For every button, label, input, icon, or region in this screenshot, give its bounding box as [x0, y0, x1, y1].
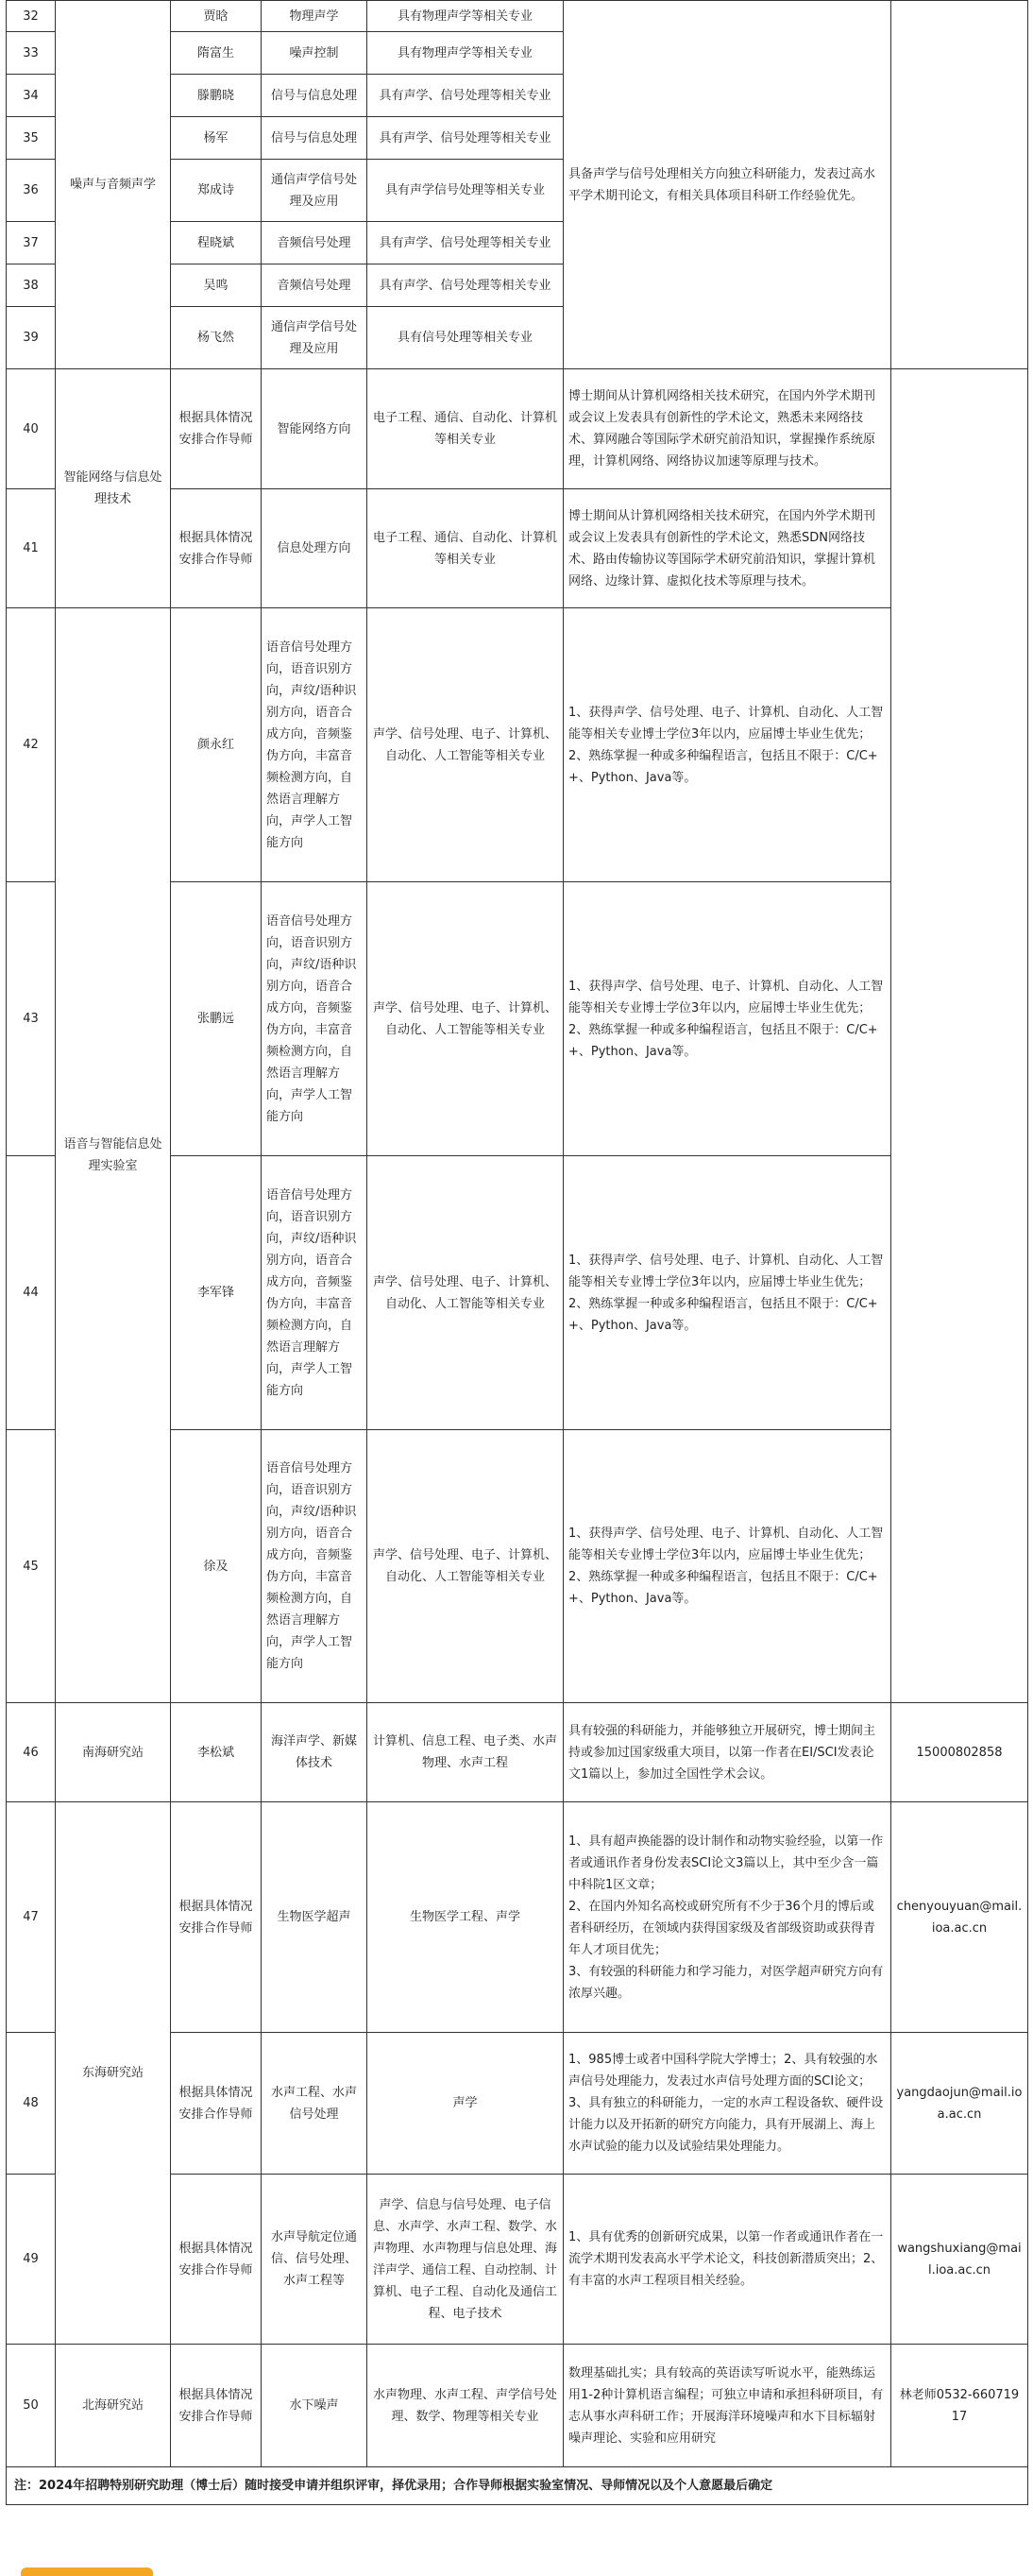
contact-cell: 15000802858	[891, 1703, 1028, 1802]
direction-cell: 信号与信息处理	[262, 75, 367, 117]
row-number: 41	[7, 489, 56, 608]
contact-cell: yangdaojun@mail.ioa.ac.cn	[891, 2033, 1028, 2175]
direction-cell: 信号与信息处理	[262, 117, 367, 160]
requirement-cell: 1、获得声学、信号处理、电子、计算机、自动化、人工智能等相关专业博士学位3年以内，应届博士毕业生优先；2、熟练掌握一种或多种编程语言，包括且不限于：C/C++、Python、Java等。	[564, 882, 891, 1156]
tutor-cell: 隋富生	[171, 32, 262, 75]
contact-cell	[891, 369, 1028, 1703]
direction-cell: 语音信号处理方向，语音识别方向，声纹/语种识别方向，语音合成方向，音频鉴伪方向，丰富音频检测方向，自然语言理解方向，声学人工智能方向	[262, 608, 367, 882]
tutor-cell: 根据具体情况安排合作导师	[171, 2175, 262, 2345]
row-number: 37	[7, 222, 56, 264]
table-row	[7, 1703, 1028, 1802]
direction-cell: 水下噪声	[262, 2345, 367, 2467]
row-number: 36	[7, 160, 56, 222]
direction-cell: 海洋声学、新媒体技术	[262, 1703, 367, 1802]
major-cell: 电子工程、通信、自动化、计算机等相关专业	[367, 489, 564, 608]
major-cell: 具有信号处理等相关专业	[367, 307, 564, 369]
direction-cell: 生物医学超声	[262, 1802, 367, 2033]
group-cell: 智能网络与信息处理技术	[56, 369, 171, 608]
group-cell: 噪声与音频声学	[56, 1, 171, 369]
contact-cell: chenyouyuan@mail.ioa.ac.cn	[891, 1802, 1028, 2033]
tutor-cell: 杨军	[171, 117, 262, 160]
direction-cell: 水声工程、水声信号处理	[262, 2033, 367, 2175]
group-cell: 南海研究站	[56, 1703, 171, 1802]
row-number: 48	[7, 2033, 56, 2175]
tutor-cell: 郑成诗	[171, 160, 262, 222]
major-cell: 声学、信号处理、电子、计算机、自动化、人工智能等相关专业	[367, 608, 564, 882]
row-number: 33	[7, 32, 56, 75]
contact-cell: 林老师0532-66071917	[891, 2345, 1028, 2467]
requirement-cell: 1、具有超声换能器的设计制作和动物实验经验，以第一作者或通讯作者身份发表SCI论文3篇以上，其中至少含一篇中科院1区文章； 2、在国内外知名高校或研究所有不少于36个月的博后或者科研经历，在领域内获得国家级及省部级资助或获得青年人才项目优先； 3、有较强的科研能力和学习能力，对医学超声研究方向有浓厚兴趣。	[564, 1802, 891, 2033]
major-cell: 具有声学、信号处理等相关专业	[367, 75, 564, 117]
row-number: 38	[7, 264, 56, 307]
row-number: 40	[7, 369, 56, 489]
major-cell: 水声物理、水声工程、声学信号处理、数学、物理等相关专业	[367, 2345, 564, 2467]
direction-cell: 噪声控制	[262, 32, 367, 75]
major-cell: 声学、信号处理、电子、计算机、自动化、人工智能等相关专业	[367, 1430, 564, 1703]
tutor-cell: 根据具体情况安排合作导师	[171, 369, 262, 489]
page-bottom	[0, 2565, 1033, 2576]
tutor-cell: 李松斌	[171, 1703, 262, 1802]
row-number: 46	[7, 1703, 56, 1802]
row-number: 43	[7, 882, 56, 1156]
tutor-cell: 根据具体情况安排合作导师	[171, 489, 262, 608]
tutor-cell: 吴鸣	[171, 264, 262, 307]
major-cell: 生物医学工程、声学	[367, 1802, 564, 2033]
requirement-cell: 博士期间从计算机网络相关技术研究，在国内外学术期刊或会议上发表具有创新性的学术论文，熟悉未来网络技术、算网融合等国际学术研究前沿知识，掌握操作系统原理，计算机网络、网络协议加速等原理与技术。	[564, 369, 891, 489]
row-number: 35	[7, 117, 56, 160]
contact-cell: wangshuxiang@mail.ioa.ac.cn	[891, 2175, 1028, 2345]
direction-cell: 语音信号处理方向，语音识别方向，声纹/语种识别方向，语音合成方向，音频鉴伪方向，丰富音频检测方向，自然语言理解方向，声学人工智能方向	[262, 882, 367, 1156]
row-number: 49	[7, 2175, 56, 2345]
major-cell: 电子工程、通信、自动化、计算机等相关专业	[367, 369, 564, 489]
table-row	[7, 608, 1028, 882]
major-cell: 计算机、信息工程、电子类、水声物理、水声工程	[367, 1703, 564, 1802]
major-cell: 声学、信号处理、电子、计算机、自动化、人工智能等相关专业	[367, 882, 564, 1156]
major-cell: 具有声学、信号处理等相关专业	[367, 264, 564, 307]
requirement-cell: 博士期间从计算机网络相关技术研究，在国内外学术期刊或会议上发表具有创新性的学术论文，熟悉SDN网络技术、路由传输协议等国际学术研究前沿知识，掌握计算机网络、边缘计算、虚拟化技术等原理与技术。	[564, 489, 891, 608]
contact-cell	[891, 1, 1028, 369]
group-cell: 语音与智能信息处理实验室	[56, 608, 171, 1703]
major-cell: 具有声学信号处理等相关专业	[367, 160, 564, 222]
requirement-cell: 1、获得声学、信号处理、电子、计算机、自动化、人工智能等相关专业博士学位3年以内，应届博士毕业生优先；2、熟练掌握一种或多种编程语言，包括且不限于：C/C++、Python、Java等。	[564, 1156, 891, 1430]
tutor-cell: 徐及	[171, 1430, 262, 1703]
tutor-cell: 根据具体情况安排合作导师	[171, 1802, 262, 2033]
row-number: 44	[7, 1156, 56, 1430]
major-cell: 声学	[367, 2033, 564, 2175]
tutor-cell: 程晓斌	[171, 222, 262, 264]
tutor-cell: 根据具体情况安排合作导师	[171, 2345, 262, 2467]
row-number: 50	[7, 2345, 56, 2467]
direction-cell: 物理声学	[262, 1, 367, 32]
tutor-cell: 杨飞然	[171, 307, 262, 369]
tutor-cell: 贾晗	[171, 1, 262, 32]
requirement-cell: 1、具有优秀的创新研究成果，以第一作者或通讯作者在一流学术期刊发表高水平学术论文，科技创新潜质突出；2、有丰富的水声工程项目相关经验。	[564, 2175, 891, 2345]
row-number: 45	[7, 1430, 56, 1703]
row-number: 42	[7, 608, 56, 882]
direction-cell: 智能网络方向	[262, 369, 367, 489]
major-cell: 具有物理声学等相关专业	[367, 1, 564, 32]
requirement-cell: 1、获得声学、信号处理、电子、计算机、自动化、人工智能等相关专业博士学位3年以内，应届博士毕业生优先；2、熟练掌握一种或多种编程语言，包括且不限于：C/C++、Python、Java等。	[564, 608, 891, 882]
major-cell: 具有物理声学等相关专业	[367, 32, 564, 75]
row-number: 47	[7, 1802, 56, 2033]
group-cell: 东海研究站	[56, 1802, 171, 2345]
table-row	[7, 1802, 1028, 2033]
row-number: 34	[7, 75, 56, 117]
table-row	[7, 369, 1028, 489]
table-row	[7, 1, 1028, 32]
group-cell: 北海研究站	[56, 2345, 171, 2467]
major-cell: 声学、信息与信号处理、电子信息、水声学、水声工程、数学、水声物理、水声物理与信息处理、海洋声学、通信工程、自动控制、计算机、电子工程、自动化及通信工程、电子技术	[367, 2175, 564, 2345]
direction-cell: 通信声学信号处理及应用	[262, 307, 367, 369]
footnote: 注：2024年招聘特别研究助理（博士后）随时接受申请并组织评审，择优录用；合作导师根据实验室情况、导师情况以及个人意愿最后确定	[7, 2467, 1028, 2505]
tutor-cell: 张鹏远	[171, 882, 262, 1156]
requirement-cell: 1、985博士或者中国科学院大学博士；2、具有较强的水声信号处理能力，发表过水声信号处理方面的SCI论文； 3、具有独立的科研能力，一定的水声工程设备软、硬件设计能力以及开拓新的研究方向能力，具有开展湖上、海上水声试验的能力以及试验结果处理能力。	[564, 2033, 891, 2175]
requirement-cell: 具备声学与信号处理相关方向独立科研能力，发表过高水平学术期刊论文，有相关具体项目科研工作经验优先。	[564, 1, 891, 369]
direction-cell: 信息处理方向	[262, 489, 367, 608]
direction-cell: 语音信号处理方向，语音识别方向，声纹/语种识别方向，语音合成方向，音频鉴伪方向，丰富音频检测方向，自然语言理解方向，声学人工智能方向	[262, 1430, 367, 1703]
table-row	[7, 2467, 1028, 2505]
tutor-cell: 颜永红	[171, 608, 262, 882]
recruitment-table	[6, 0, 1028, 2505]
direction-cell: 水声导航定位通信、信号处理、水声工程等	[262, 2175, 367, 2345]
row-number: 32	[7, 1, 56, 32]
tutor-cell: 根据具体情况安排合作导师	[171, 2033, 262, 2175]
direction-cell: 音频信号处理	[262, 264, 367, 307]
requirement-cell: 具有较强的科研能力，并能够独立开展研究，博士期间主持或参加过国家级重大项目，以第一作者在EI/SCI发表论文1篇以上，参加过全国性学术会议。	[564, 1703, 891, 1802]
decorative-badge	[21, 2567, 153, 2576]
direction-cell: 通信声学信号处理及应用	[262, 160, 367, 222]
requirement-cell: 1、获得声学、信号处理、电子、计算机、自动化、人工智能等相关专业博士学位3年以内，应届博士毕业生优先；2、熟练掌握一种或多种编程语言，包括且不限于：C/C++、Python、Java等。	[564, 1430, 891, 1703]
tutor-cell: 滕鹏晓	[171, 75, 262, 117]
requirement-cell: 数理基础扎实；具有较高的英语读写听说水平，能熟练运用1-2种计算机语言编程；可独立申请和承担科研项目，有志从事水声科研工作；开展海洋环境噪声和水下目标辐射噪声理论、实验和应用研究	[564, 2345, 891, 2467]
major-cell: 具有声学、信号处理等相关专业	[367, 222, 564, 264]
tutor-cell: 李军锋	[171, 1156, 262, 1430]
direction-cell: 音频信号处理	[262, 222, 367, 264]
table-row	[7, 2345, 1028, 2467]
row-number: 39	[7, 307, 56, 369]
direction-cell: 语音信号处理方向，语音识别方向，声纹/语种识别方向，语音合成方向，音频鉴伪方向，丰富音频检测方向，自然语言理解方向，声学人工智能方向	[262, 1156, 367, 1430]
major-cell: 具有声学、信号处理等相关专业	[367, 117, 564, 160]
major-cell: 声学、信号处理、电子、计算机、自动化、人工智能等相关专业	[367, 1156, 564, 1430]
